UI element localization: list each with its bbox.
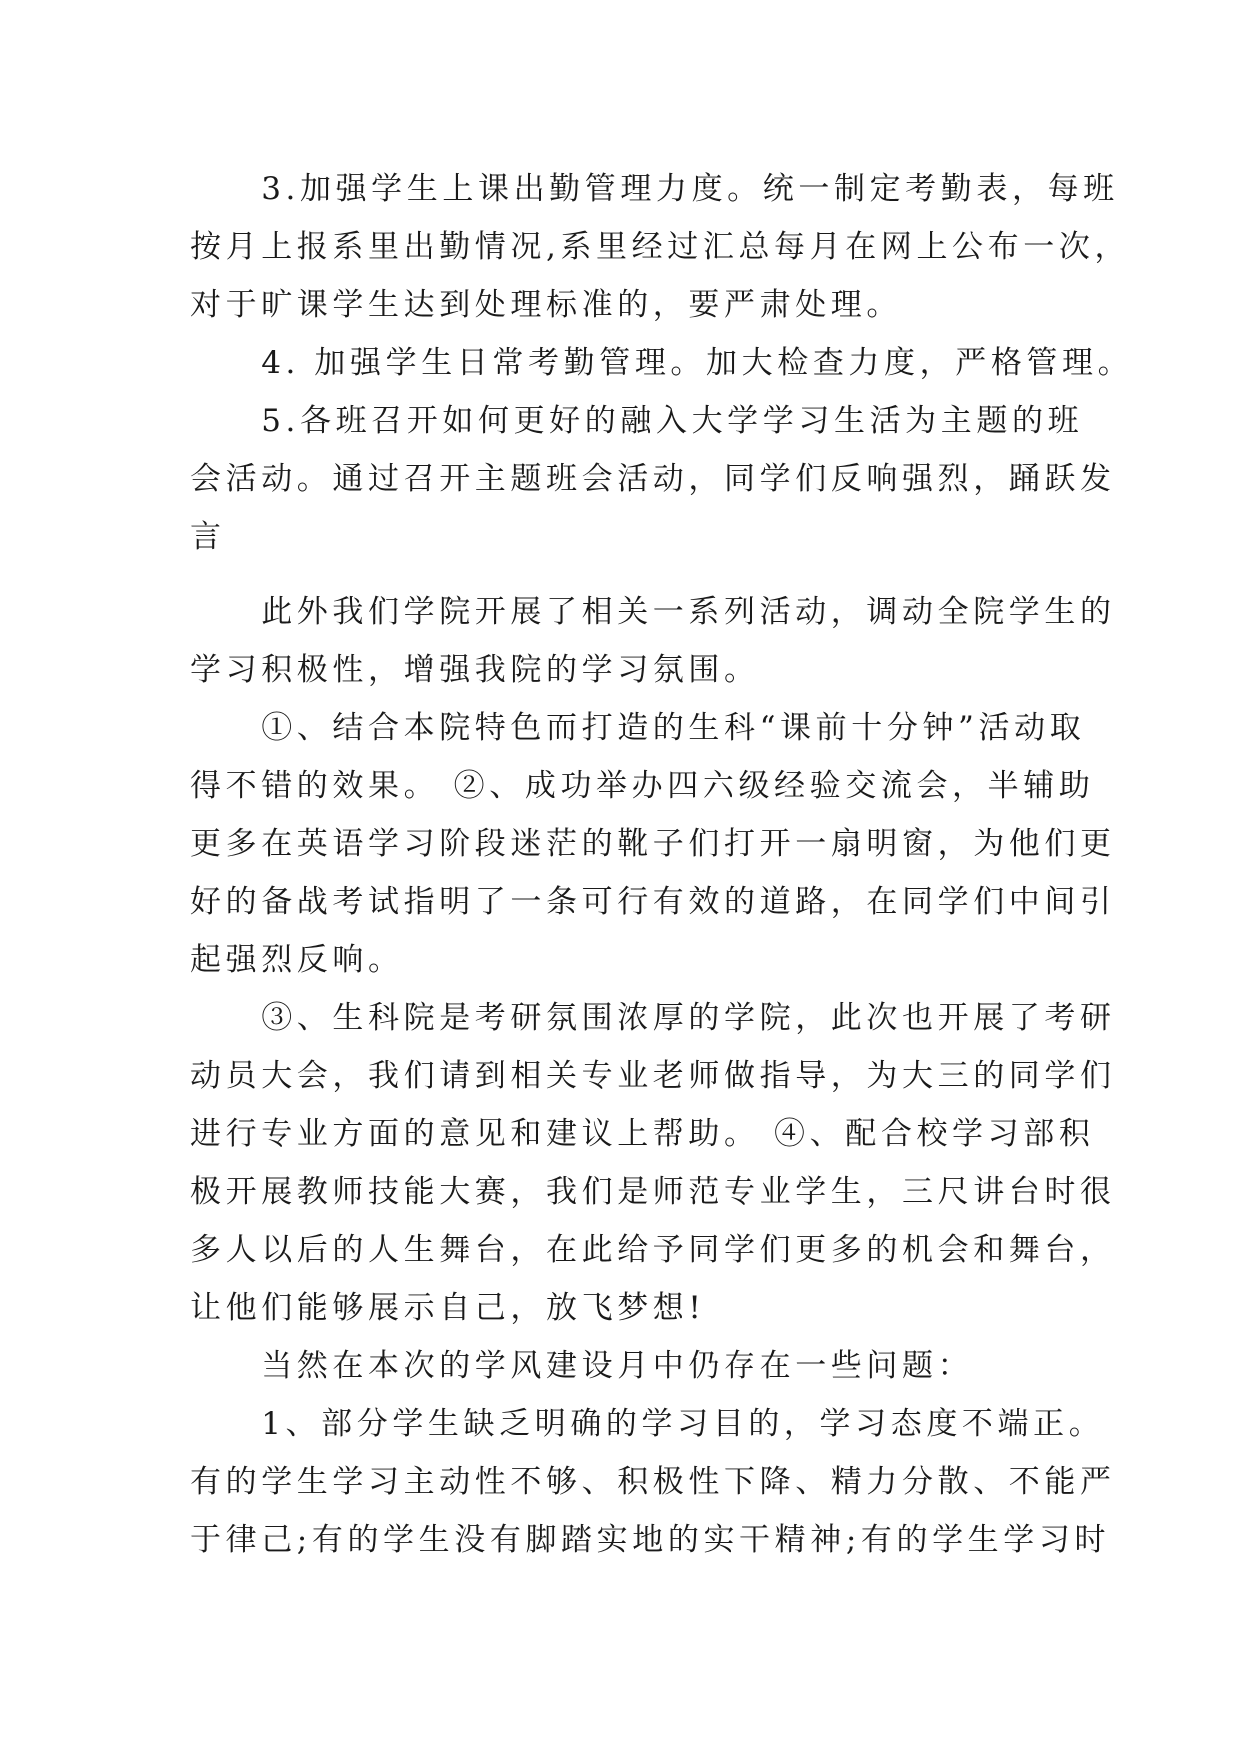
text-line: 言: [190, 519, 226, 555]
text-line: 让他们能够展示自己，放飞梦想!: [190, 1290, 706, 1326]
text-line: 进行专业方面的意见和建议上帮助。 ④、配合校学习部积: [190, 1116, 1095, 1152]
text-line: 好的备战考试指明了一条可行有效的道路，在同学们中间引: [190, 884, 1116, 920]
text-line: 学习积极性，增强我院的学习氛围。: [190, 652, 760, 688]
text-line: 得不错的效果。 ②、成功举办四六级经验交流会，半辅助: [190, 768, 1095, 804]
text-line: 更多在英语学习阶段迷茫的靴子们打开一扇明窗，为他们更: [190, 826, 1116, 862]
text-line: ③、生科院是考研氛围浓厚的学院，此次也开展了考研: [190, 1000, 1116, 1036]
text-line: 此外我们学院开展了相关一系列活动，调动全院学生的: [190, 594, 1116, 630]
text-line: 极开展教师技能大赛，我们是师范专业学生，三尺讲台时很: [190, 1174, 1116, 1210]
text-line: 对于旷课学生达到处理标准的，要严肃处理。: [190, 287, 902, 323]
text-line: 有的学生学习主动性不够、积极性下降、精力分散、不能严: [190, 1464, 1116, 1500]
text-line: 多人以后的人生舞台，在此给予同学们更多的机会和舞台，: [190, 1232, 1116, 1268]
document-body: [190, 160, 1134, 1569]
text-line: 起强烈反响。: [190, 942, 404, 978]
text-line: 3.加强学生上课出勤管理力度。统一制定考勤表，每班: [190, 171, 1119, 207]
text-line: ①、结合本院特色而打造的生科“课前十分钟”活动取: [190, 710, 1086, 746]
text-line: 按月上报系里出勤情况,系里经过汇总每月在网上公布一次，: [190, 229, 1131, 265]
text-line: 5.各班召开如何更好的融入大学学习生活为主题的班: [190, 403, 1084, 439]
text-line: 4. 加强学生日常考勤管理。加大检查力度，严格管理。: [190, 345, 1134, 381]
text-line: 1、部分学生缺乏明确的学习目的，学习态度不端正。: [190, 1406, 1105, 1442]
text-line: 会活动。通过召开主题班会活动，同学们反响强烈，踊跃发: [190, 461, 1116, 497]
text-line: 于律己;有的学生没有脚踏实地的实干精神;有的学生学习时: [190, 1522, 1111, 1558]
text-line: 动员大会，我们请到相关专业老师做指导，为大三的同学们: [190, 1058, 1116, 1094]
text-line: 当然在本次的学风建设月中仍存在一些问题：: [190, 1348, 974, 1384]
